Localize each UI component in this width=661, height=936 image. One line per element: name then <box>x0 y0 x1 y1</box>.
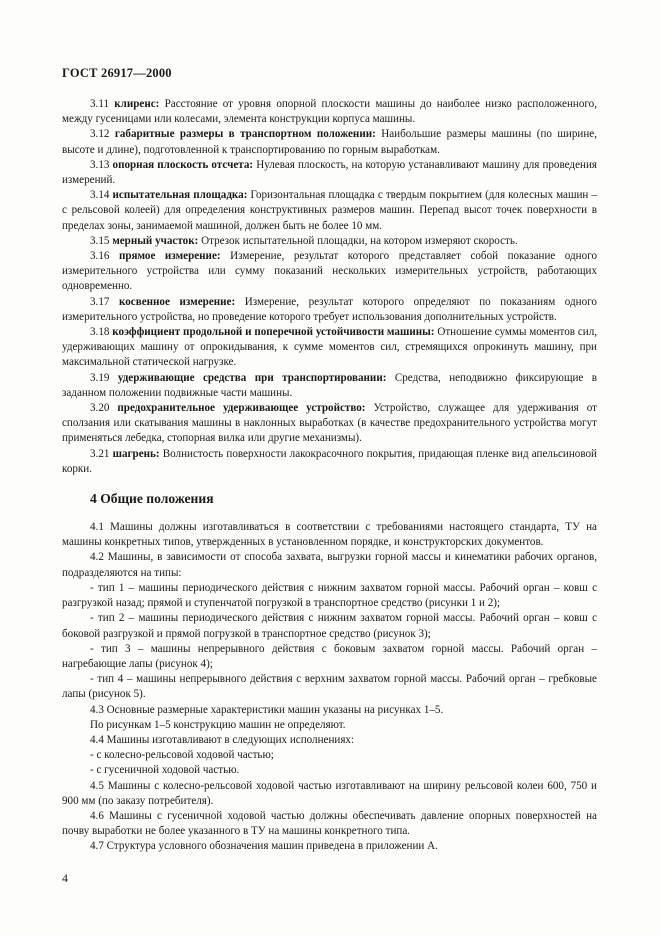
paragraph: 4.4 Машины изготавливают в следующих исполнениях: <box>90 733 355 746</box>
list-item: - тип 2 – машины периодического действия с нижним захватом горной массы. Рабочий орган – ковш с боковой разгрузкой и прямой погрузкой в транспортное средство (рисунок 3); <box>62 612 597 640</box>
paragraph: 4.3 Основные размерные характеристики машин указаны на рисунках 1–5. <box>90 703 444 716</box>
terms-section <box>62 97 597 477</box>
paragraph: 4.5 Машины с колесно-рельсовой ходовой частью изготавливают на ширину рельсовой колеи 600, 750 и 900 мм (по заказу потребителя). <box>62 779 597 807</box>
term-3-12: 3.12 габаритные размеры в транспортном положении: Наибольшие размеры машины (по ширине, высоте и длине), подготовленной к транспортированию по горным выработкам. <box>62 128 597 156</box>
list-item: - тип 4 – машины непрерывного действия с верхним захватом горной массы. Рабочий орган – гребковые лапы (рисунок 5). <box>62 673 597 701</box>
term-3-17: 3.17 косвенное измерение: Измерение, результат которого определяют по показаниям одного измерительного устройства, но проведение которого требует использования дополнительных устройств. <box>62 295 597 323</box>
paragraph: 4.6 Машины с гусеничной ходовой частью должны обеспечивать давление опорных поверхностей на почву выработки не более указанного в ТУ на машины конкретного типа. <box>62 809 597 838</box>
term-3-15: 3.15 мерный участок: Отрезок испытательной площадки, на котором измеряют скорость. <box>90 234 518 247</box>
term-3-21: 3.21 шагрень: Волнистость поверхности лакокрасочного покрытия, придающая пленке вид апельсиновой корки. <box>62 447 597 475</box>
paragraph: 4.2 Машины, в зависимости от способа захвата, выгрузки горной массы и кинематики рабочих органов, подразделяются на типы: <box>62 551 597 579</box>
term-3-11: 3.11 клиренс: Расстояние от уровня опорной плоскости машины до наиболее низко расположенного, между гусеницами или колесами, элемента конструкции корпуса машины. <box>62 98 598 126</box>
term-3-14: 3.14 испытательная площадка: Горизонтальная площадка с твердым покрытием (для колесных машин – с рельсовой колеей) для определения конструктивных размеров машин. Перепад высот точек поверхности в пределах зоны, занимаемой машиной, должен быть не более 10 мм. <box>62 189 598 232</box>
paragraph: 4.1 Машины должны изготавливаться в соответствии с требованиями настоящего стандарта, ТУ на машины конкретных типов, утвержденных в установленном порядке, и конструкторских документов. <box>62 521 597 549</box>
general-provisions <box>62 520 597 854</box>
section-heading: 4 Общие положения <box>90 491 214 507</box>
list-item: - с колесно-рельсовой ходовой частью; <box>90 749 274 762</box>
term-3-19: 3.19 удерживающие средства при транспортировании: Средства, неподвижно фиксирующие в заданном положении подвижные части машины. <box>62 371 598 399</box>
paragraph: По рисункам 1–5 конструкцию машин не определяют. <box>90 718 346 731</box>
list-item: - с гусеничной ходовой частью. <box>90 764 240 777</box>
document-body <box>62 97 597 855</box>
list-item: - тип 1 – машины периодического действия с нижним захватом горной массы. Рабочий орган – ковш с разгрузкой назад; прямой и ступенчатой погрузкой в транспортное средство (рисунки 1 и 2); <box>62 581 597 610</box>
list-item: - тип 3 – машины непрерывного действия с боковым захватом горной массы. Рабочий орган – нагребающие лапы (рисунок 4); <box>62 642 597 670</box>
term-3-18: 3.18 коэффициент продольной и поперечной устойчивости машины: Отношение суммы моментов сил, удерживающих машину от опрокидывания, к сумме моментов сил, стремящихся опрокинуть машину, при максимальной статической нагрузке. <box>62 326 597 369</box>
paragraph: 4.7 Структура условного обозначения машин приведена в приложении А. <box>90 840 438 853</box>
term-3-16: 3.16 прямое измерение: Измерение, результат которого представляет собой показание одного измерительного устройства или сумму показаний нескольких измерительных устройств, работающих одновременно. <box>62 250 597 293</box>
term-3-20: 3.20 предохранительное удерживающее устройство: Устройство, служащее для удерживания от сползания или скатывания машины в наклонных выработках (в качестве предохранительного устройства могут применяться лебедка, стопорная вилка или другие механизмы). <box>62 402 597 445</box>
page-number: 4 <box>62 871 68 885</box>
document-header: ГОСТ 26917—2000 <box>62 66 172 80</box>
term-3-13: 3.13 опорная плоскость отсчета: Нулевая плоскость, на которую устанавливают машину для проведения измерений. <box>62 158 597 187</box>
